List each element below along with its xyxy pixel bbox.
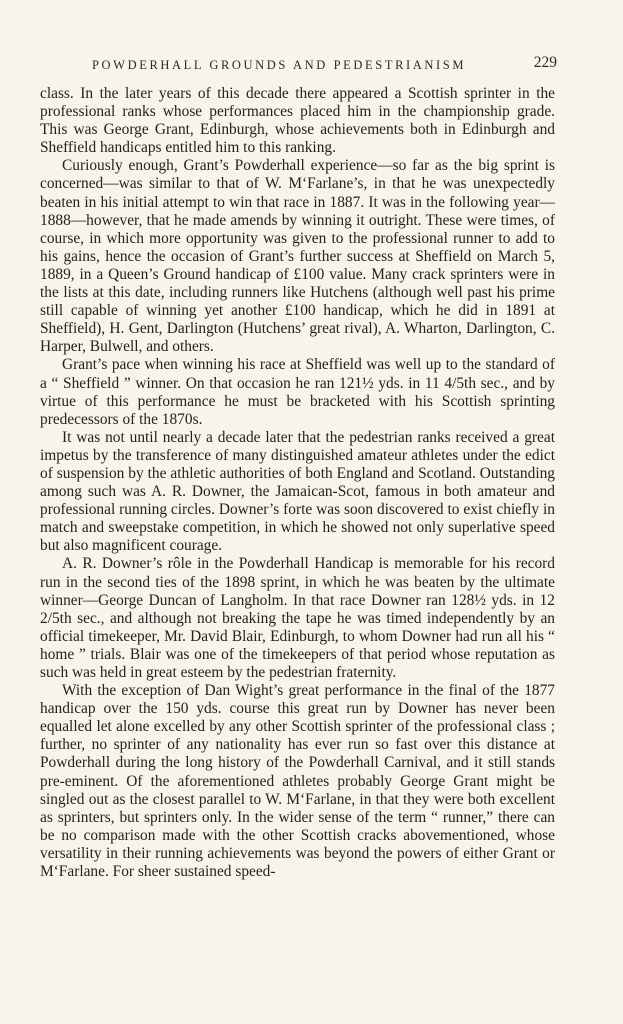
paragraph: It was not until nearly a decade later that the pedestrian ranks received a great impetus by the transference of many distinguished amateur athletes under the edict of suspension by the athletic authorities of both England and Scotland. Outstanding among such was A. R. Downer, the Jamaican-Scot, famous in both amateur and professional running circles. Downer’s forte was soon discovered to exist chiefly in match and sweepstake competition, in which he showed not only superlative speed but also magnificent courage. xyxy=(40,428,555,555)
body-text xyxy=(40,85,555,881)
running-head: POWDERHALL GROUNDS AND PEDESTRIANISM xyxy=(92,58,467,72)
paragraph: A. R. Downer’s rôle in the Powderhall Handicap is memorable for his record run in the second ties of the 1898 sprint, in which he was beaten by the ultimate winner—George Duncan of Langholm. In that race Downer ran 128½ yds. in 12 2/5th sec., and although not breaking the tape he was timed independently by an official timekeeper, Mr. David Blair, Edinburgh, to whom Downer had run all his “ home ” trials. Blair was one of the timekeepers of that period whose reputation as such was held in great esteem by the pedestrian fraternity. xyxy=(40,555,555,681)
paragraph: Grant’s pace when winning his race at Sheffield was well up to the standard of a “ Sheffield ” winner. On that occasion he ran 121½ yds. in 11 4/5th sec., and by virtue of this performance he must be bracketed with his Scottish sprinting predecessors of the 1870s. xyxy=(40,356,555,428)
page-header xyxy=(92,54,557,74)
page-number: 229 xyxy=(533,54,557,71)
paragraph: class. In the later years of this decade there appeared a Scottish sprinter in the professional ranks whose performances placed him in the championship grade. This was George Grant, Edinburgh, whose achievements both in Edinburgh and Sheffield handicaps entitled him to this ranking. xyxy=(40,85,555,157)
paragraph: Curiously enough, Grant’s Powderhall experience—so far as the big sprint is concerned—was similar to that of W. M‘Farlane’s, in that he was unexpectedly beaten in his initial attempt to win that race in 1887. It was in the following year—1888—however, that he made amends by winning it outright. These were times, of course, in which more opportunity was given to the professional runner to add to his gains, hence the occasion of Grant’s further success at Sheffield on March 5, 1889, in a Queen’s Ground handicap of £100 value. Many crack sprinters were in the lists at this date, including runners like Hutchens (although well past his prime still capable of winning yet another £100 handicap, which he did in 1891 at Sheffield), H. Gent, Darlington (Hutchens’ great rival), A. Wharton, Darlington, C. Harper, Bulwell, and others. xyxy=(40,157,555,356)
paragraph: With the exception of Dan Wight’s great performance in the final of the 1877 handicap over the 150 yds. course this great run by Downer has never been equalled let alone excelled by any other Scottish sprinter of the professional class ; further, no sprinter of any nationality has ever run so fast over this distance at Powderhall during the long history of the Powderhall Carnival, and it still stands pre-eminent. Of the aforementioned athletes probably George Grant might be singled out as the closest parallel to W. M‘Farlane, in that they were both excellent as sprinters, but sprinters only. In the wider sense of the term “ runner,” there can be no comparison made with the other Scottish cracks abovementioned, whose versatility in their running achievements was beyond the powers of either Grant or M‘Farlane. For sheer sustained speed- xyxy=(40,682,555,881)
